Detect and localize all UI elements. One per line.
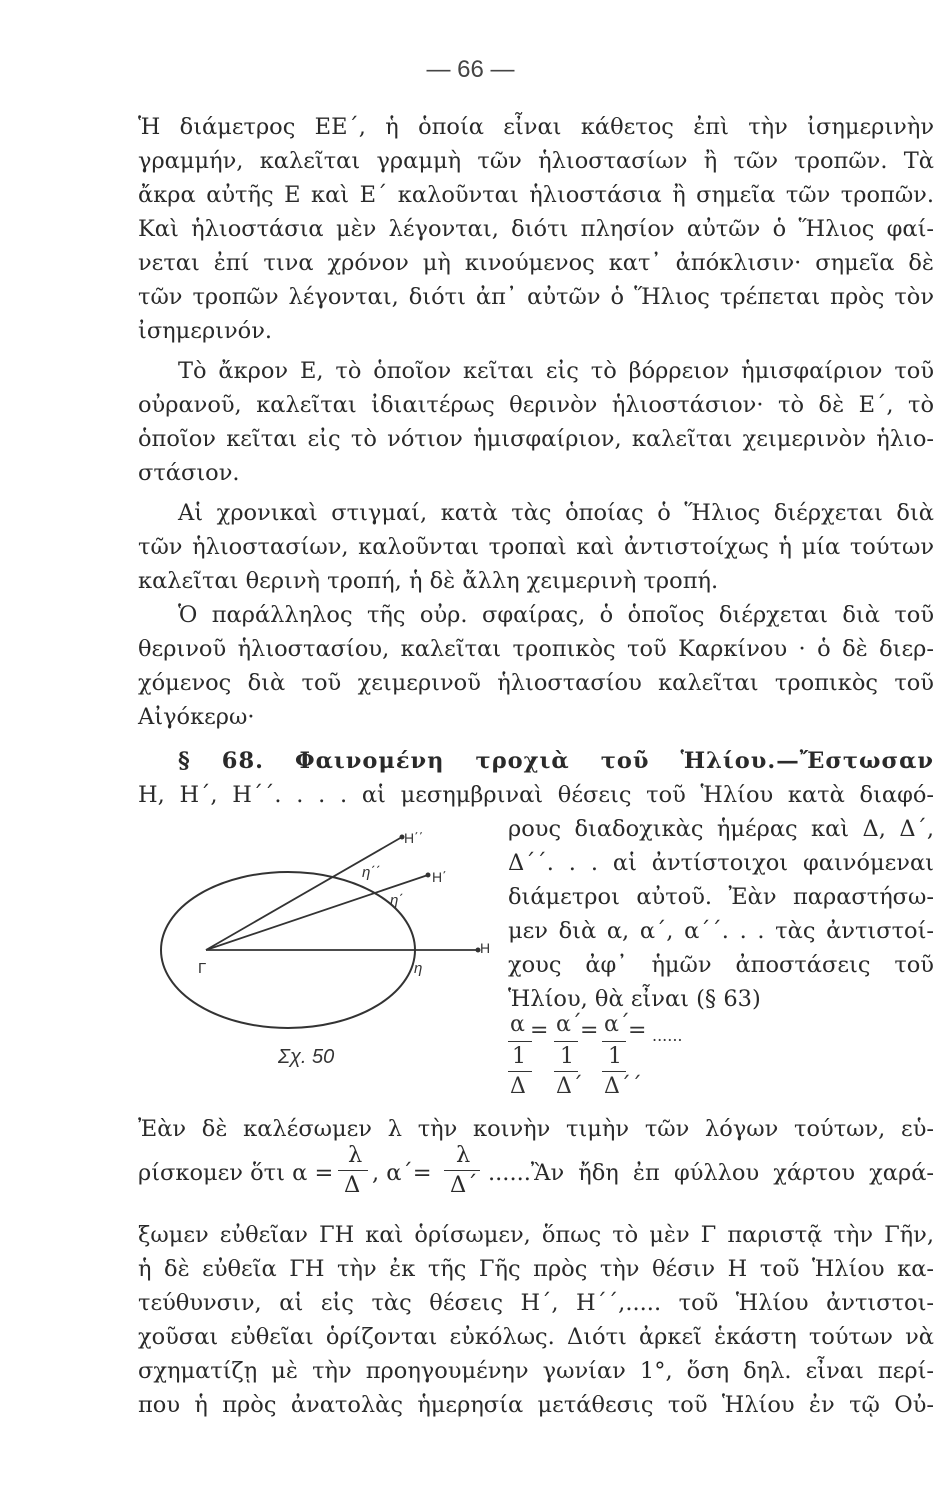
- figure-caption: Σχ. 50: [278, 1046, 335, 1068]
- label-eta: η: [414, 960, 423, 977]
- text-line: Τὸ ἄκρον Ε, τὸ ὁποῖον κεῖται εἰς τὸ βόρρειον ἡμισφαίριον τοῦ: [178, 358, 934, 384]
- text-line: νεται ἐπί τινα χρόνον μὴ κινούμενος κατ᾿ ἀπόκλισιν· σημεῖα δὲ: [138, 250, 934, 276]
- label-h: Η: [480, 940, 491, 956]
- text-line: μεν διὰ α, α΄, α΄΄. . . τὰς ἀντιστοί-: [508, 918, 934, 944]
- text-line: Ἡλίου, θὰ εἶναι (§ 63): [508, 986, 761, 1012]
- text-line: καλεῖται θερινὴ τροπή, ἡ δὲ ἄλλη χειμερινὴ τροπή.: [138, 568, 719, 594]
- label-h1: Η΄: [432, 869, 447, 885]
- page: — 66 — Ἡ διάμετρος ΕΕ΄, ἡ ὁποία εἶναι κάθετος ἐπὶ τὴν ἰσημερινὴν γραμμήν, καλεῖται γραμμὴ τῶν ἡλιοστασίων ἢ τῶν τροπῶν. Τὰ ἄκρα αὐτῆς Ε καὶ Ε΄ καλοῦνται ἡλιοστάσια ἢ σημεῖα τῶν τροπῶν. Καὶ ἡλιοστάσια μὲν λέγονται, διότι πλησίον αὐτῶν ὁ Ἥλιος φαί- νεται ἐπί τινα χρόνον μὴ κινούμενος κατ᾿ ἀπόκλισιν· σημεῖα δὲ τῶν τροπῶν λέγονται, διότι ἀπ᾿ αὐτῶν ὁ Ἥλιος τρέπεται πρὸς τὸν ἰσημερινόν. Τὸ ἄκρον Ε, τὸ ὁποῖον κεῖται εἰς τὸ βόρρειον ἡμισφαίριον τοῦ οὐρανοῦ, καλεῖται ἰδιαιτέρως θερινὸν ἡλιοστάσιον· τὸ δὲ Ε΄, τὸ ὁποῖον κεῖται εἰς τὸ νότιον ἡμισφαίριον, καλεῖται χειμερινὸν ἡλιο- στάσιον. Αἱ χρονικαὶ στιγμαί, κατὰ τὰς ὁποίας ὁ Ἥλιος διέρχεται διὰ τῶν ἡλιοστασίων, καλοῦνται τροπαὶ καὶ ἀντιστοίχως ἡ μία τούτων καλεῖται θερινὴ τροπή, ἡ δὲ ἄλλη χειμερινὴ τροπή. Ὁ παράλληλος τῆς οὐρ. σφαίρας, ὁ ὁποῖος διέρχεται διὰ τοῦ θερινοῦ ἡλιοστασίου, καλεῖται τροπικὸς τοῦ Καρκίνου · ὁ δὲ διερ- χόμενος διὰ τοῦ χειμερινοῦ ἡλιοστασίου καλεῖται τροπικὸς τοῦ Αἰγόκερω· § 68. Φαινομένη τροχιὰ τοῦ Ἡλίου.—Ἔστωσαν Η, Η΄, Η΄΄. . . . αἱ μεσημβριναὶ θέσεις τοῦ Ἡλίου κατὰ διαφό- ρους διαδοχικὰς ἡμέρας καὶ Δ, Δ΄, Δ΄΄. . . αἱ ἀντίστοιχοι φαινόμεναι διάμετροι αὐτοῦ. Ἐὰν παραστήσω- μεν διὰ α, α΄, α΄΄. . . τὰς ἀντιστοί- χους ἀφ᾿ ἡμῶν ἀποστάσεις τοῦ Ἡλίου, θὰ εἶναι (§ 63) α = α΄ = α΄ = ...... 1 1 1 Δ Δ΄ Δ΄΄ Γ Η Η΄ Η΄΄ η η΄ η΄΄ Σχ. 50 Ἐὰν δὲ καλέσωμεν λ τὴν κοινὴν τιμὴν τῶν λόγων τούτων, εὑ- ρίσκομεν ὅτι α = λ Δ , α΄= λ Δ΄ ......Ἂν ἤδη ἐπ φύλλου χάρτου χαρά- ξωμεν εὐθεῖαν ΓΗ καὶ ὁρίσωμεν, ὅπως τὸ μὲν Γ παριστᾷ τὴν Γῆν, ἡ δὲ εὐθεῖα ΓΗ τὴν ἐκ τῆς Γῆς πρὸς τὴν θέσιν Η τοῦ Ἡλίου κα- τεύθυνσιν, αἱ εἰς τὰς θέσεις Η΄, Η΄΄,..... τοῦ Ἡλίου ἀντιστοι- χοῦσαι εὐθεῖαι ὁρίζονται εὐκόλως. Διότι ἀρκεῖ ἑκάστη τούτων νὰ σχηματίζῃ μὲ τὴν προηγουμένην γωνίαν 1°, ὅση δηλ. εἶναι περί- που ἡ πρὸς ἀνατολὰς ἡμερησία μετάθεσις τοῦ Ἡλίου ἐν τῷ Οὐ-: [0, 0, 941, 1500]
- text-line: Η, Η΄, Η΄΄. . . . αἱ μεσημβριναὶ θέσεις τοῦ Ἡλίου κατὰ διαφό-: [138, 782, 934, 808]
- text-line: Αἱ χρονικαὶ στιγμαί, κατὰ τὰς ὁποίας ὁ Ἥλιος διέρχεται διὰ: [178, 500, 934, 526]
- text-line: τῶν ἡλιοστασίων, καλοῦνται τροπαὶ καὶ ἀντιστοίχως ἡ μία τούτων: [138, 534, 934, 560]
- text-line: χοῦσαι εὐθεῖαι ὁρίζονται εὐκόλως. Διότι ἀρκεῖ ἑκάστη τούτων νὰ: [138, 1324, 934, 1350]
- text-line: χόμενος διὰ τοῦ χειμερινοῦ ἡλιοστασίου καλεῖται τροπικὸς τοῦ: [138, 670, 934, 696]
- text-line: ἰσημερινόν.: [138, 318, 273, 344]
- text-line: διάμετροι αὐτοῦ. Ἐὰν παραστήσω-: [508, 884, 934, 910]
- text-line: θερινοῦ ἡλιοστασίου, καλεῖται τροπικὸς τοῦ Καρκίνου · ὁ δὲ διερ-: [138, 636, 934, 662]
- text-line: στάσιον.: [138, 460, 240, 486]
- label-g: Γ: [198, 960, 207, 977]
- text-line: χους ἀφ᾿ ἡμῶν ἀποστάσεις τοῦ: [508, 952, 934, 978]
- text-line: Ὁ παράλληλος τῆς οὐρ. σφαίρας, ὁ ὁποῖος διέρχεται διὰ τοῦ: [178, 602, 934, 628]
- formula-a1: α΄: [556, 1012, 582, 1037]
- text-line: οὐρανοῦ, καλεῖται ἰδιαιτέρως θερινὸν ἡλιοστάσιον· τὸ δὲ Ε΄, τὸ: [138, 392, 934, 418]
- label-h2: Η΄΄: [404, 830, 424, 846]
- orbit-figure: [140, 825, 500, 1030]
- text-line: ρους διαδοχικὰς ἡμέρας καὶ Δ, Δ΄,: [508, 816, 934, 842]
- label-eta2: η΄΄: [362, 864, 381, 881]
- text-line: ὁποῖον κεῖται εἰς τὸ νότιον ἡμισφαίριον, καλεῖται χειμερινὸν ἡλιο-: [138, 426, 934, 452]
- text-line: ἡ δὲ εὐθεῖα ΓΗ τὴν ἐκ τῆς Γῆς πρὸς τὴν θέσιν Η τοῦ Ἡλίου κα-: [138, 1256, 934, 1282]
- text-line: γραμμήν, καλεῖται γραμμὴ τῶν ἡλιοστασίων ἢ τῶν τροπῶν. Τὰ: [138, 148, 934, 174]
- text-line: σχηματίζῃ μὲ τὴν προηγουμένην γωνίαν 1°, ὅση δηλ. εἶναι περί-: [138, 1358, 934, 1384]
- text-line: τῶν τροπῶν λέγονται, διότι ἀπ᾿ αὐτῶν ὁ Ἥλιος τρέπεται πρὸς τὸν: [138, 284, 934, 310]
- text-line: τεύθυνσιν, αἱ εἰς τὰς θέσεις Η΄, Η΄΄,..... τοῦ Ἡλίου ἀντιστοι-: [138, 1290, 934, 1316]
- page-number: — 66 —: [426, 56, 515, 83]
- text-line: Αἰγόκερω·: [138, 704, 255, 730]
- label-eta1: η΄: [390, 892, 404, 909]
- text-line: ἄκρα αὐτῆς Ε καὶ Ε΄ καλοῦνται ἡλιοστάσια ἢ σημεῖα τῶν τροπῶν.: [138, 182, 934, 208]
- formula-a: α: [510, 1012, 525, 1037]
- text-line: ξωμεν εὐθεῖαν ΓΗ καὶ ὁρίσωμεν, ὅπως τὸ μὲν Γ παριστᾷ τὴν Γῆν,: [138, 1222, 934, 1248]
- text-line: Ἡ διάμετρος ΕΕ΄, ἡ ὁποία εἶναι κάθετος ἐπὶ τὴν ἰσημερινὴν: [138, 114, 934, 140]
- text-line: Καὶ ἡλιοστάσια μὲν λέγονται, διότι πλησίον αὐτῶν ὁ Ἥλιος φαί-: [138, 216, 934, 242]
- text-line: Δ΄΄. . . αἱ ἀντίστοιχοι φαινόμεναι: [508, 850, 934, 876]
- fraction-line: ρίσκομεν ὅτι α = λ Δ , α΄= λ Δ΄ ......Ἂν ἤδη ἐπ φύλλου χάρτου χαρά-: [138, 1142, 934, 1198]
- section-heading: § 68. Φαινομένη τροχιὰ τοῦ Ἡλίου.—Ἔστωσαν: [178, 748, 934, 774]
- text-line: που ἡ πρὸς ἀνατολὰς ἡμερησία μετάθεσις τοῦ Ἡλίου ἐν τῷ Οὐ-: [138, 1392, 934, 1418]
- formula-a2: α΄: [604, 1012, 630, 1037]
- text-line: Ἐὰν δὲ καλέσωμεν λ τὴν κοινὴν τιμὴν τῶν λόγων τούτων, εὑ-: [138, 1116, 934, 1142]
